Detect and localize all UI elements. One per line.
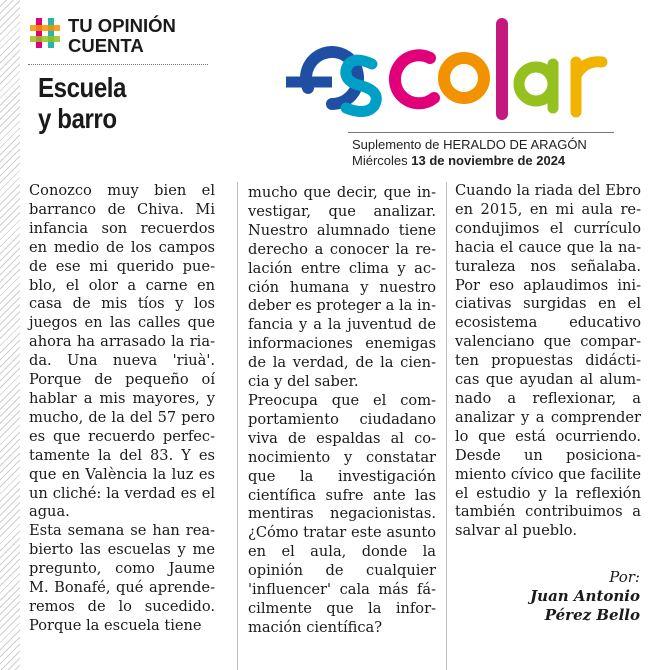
byline-prefix: Por: bbox=[609, 568, 640, 586]
headline-line-2: y barro bbox=[38, 103, 117, 134]
badge-divider bbox=[28, 64, 208, 65]
masthead-info bbox=[352, 137, 622, 169]
article-column-3 bbox=[455, 182, 641, 541]
supplement-line: Suplemento de HERALDO DE ARAGÓN bbox=[352, 137, 587, 152]
badge-line-1: TU OPINIÓN bbox=[68, 15, 176, 36]
badge-line-2: CUENTA bbox=[68, 35, 144, 56]
paragraph: Conozco muy bien el barranco de Chiva. Mi infancia son recuerdos en medio de los campos de ese mi querido pueblo, el olor a carne en casa de mis tíos y los juegos en las calles que ahora ha arrasado la riada. Una nueva 'riuà'. Porque de pequeño oí hablar a mis mayores, y mucho, de la del 57 pero es que recuerdo perfectamente la del 83. Y es que en València la luz es un cliché: la verdad es el agua. bbox=[29, 182, 215, 521]
date-line bbox=[352, 153, 622, 169]
column-divider bbox=[237, 182, 238, 670]
paragraph: Preocupa que el comportamiento ciudadano viva de espaldas al conocimiento y constatar que la investigación científica sufre ante las mentiras negacionistas. ¿Cómo tratar este asunto en el aula, donde la opinión de cualquier 'influencer' cala más fácilmente que la información científica? bbox=[248, 391, 436, 636]
escolar-logo bbox=[280, 18, 610, 130]
article-column-1 bbox=[29, 182, 215, 636]
article-column-2 bbox=[248, 184, 436, 638]
margin-hatching bbox=[0, 0, 20, 670]
section-badge bbox=[28, 16, 208, 60]
paragraph: mucho que decir, que investigar, que analizar. Nuestro alumnado tiene derecho a conocer la relación entre clima y acción humana y nuestro deber es proteger a la infancia y a la juventud de informaciones enemigas de la verdad, de la ciencia y del saber. bbox=[248, 184, 436, 391]
masthead-rule bbox=[348, 132, 614, 133]
publication-date: 13 de noviembre de 2024 bbox=[411, 153, 566, 168]
hash-icon bbox=[28, 16, 62, 50]
headline-line-1: Escuela bbox=[38, 72, 127, 103]
author-name-line-2: Pérez Bello bbox=[544, 606, 640, 624]
date-prefix: Miércoles bbox=[352, 153, 408, 168]
author-name-line-1: Juan Antonio bbox=[530, 587, 640, 605]
byline bbox=[440, 568, 640, 625]
paragraph: Cuando la riada del Ebro en 2015, en mi aula recondujimos el currículo hacia el cauce que la naturaleza nos señalaba. Por eso aplaudimos iniciativas surgidas en el ecosistema educativo valenciano que comparten propuestas didácticas que ayudan al alumnado a reflexionar, a analizar y a comprender lo que está ocurriendo. Desde un posicionamiento cívico que facilite el estudio y la reflexión también contribuimos a salvar al pueblo. bbox=[455, 182, 641, 540]
paragraph: Esta semana se han reabierto las escuelas y me pregunto, como Jaume M. Bonafé, qué aprenderemos de lo sucedido. Porque la escuela tiene bbox=[29, 522, 215, 634]
headline bbox=[38, 72, 201, 134]
